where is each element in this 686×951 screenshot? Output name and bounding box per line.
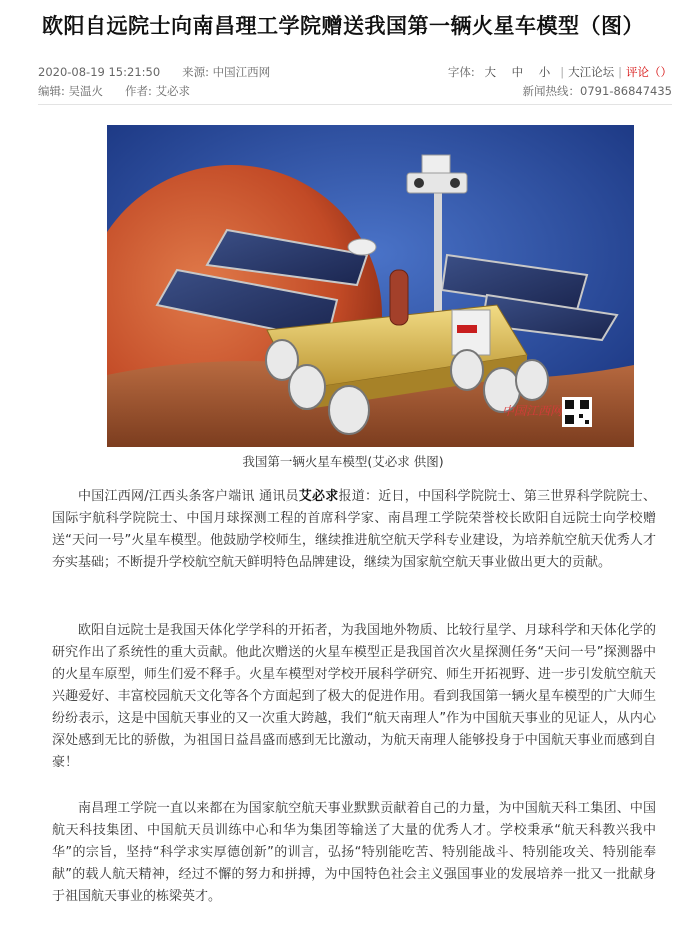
figure-caption: 我国第一辆火星车模型(艾必求 供图) xyxy=(242,454,444,469)
font-size-label: 字体: xyxy=(447,65,475,79)
news-hotline: 新闻热线：0791-86847435 xyxy=(522,84,672,98)
font-large-button[interactable]: 大 xyxy=(484,65,496,79)
paragraph-1 xyxy=(52,486,656,574)
separator: | xyxy=(618,65,622,79)
mars-rover-photo xyxy=(107,125,634,447)
rover-illustration xyxy=(107,125,634,447)
separator: | xyxy=(560,65,565,79)
paragraph-2: 欧阳自远院士是我国天体化学学科的开拓者，为我国地外物质、比较行星学、月球科学和天体化学的研究作出了系统性的重大贡献。他此次赠送的火星车模型正是我国首次火星探测任务“天问一号”探测器中的火星车原型，师生们爱不释手。火星车模型对学校开展科学研究、师生开拓视野、进一步引发航空航天兴趣爱好、丰富校园航天文化等各个方面起到了极大的促进作用。看到我国第一辆火星车模型的广大师生纷纷表示，这是中国航天事业的又一次重大跨越，我们“航天南理人”作为中国航天事业的见证人，从内心深处感到无比的骄傲，为祖国日益昌盛而感到无比激动，为航天南理人能够投身于中国航天事业而感到自豪！ xyxy=(52,623,656,770)
source-label: 来源: xyxy=(182,65,210,79)
publish-datetime: 2020-08-19 15:21:50 xyxy=(38,65,161,79)
font-small-button[interactable]: 小 xyxy=(538,65,551,79)
header-divider xyxy=(38,104,672,105)
editor-name: 吴温火 xyxy=(68,84,104,98)
forum-link[interactable]: 大江论坛 xyxy=(568,65,615,79)
comment-link[interactable]: 评论（） xyxy=(626,65,672,79)
reporter-name: 艾必求 xyxy=(298,489,339,504)
watermark-text: 中国江西网 xyxy=(502,404,563,418)
article-title: 欧阳自远院士向南昌理工学院赠送我国第一辆火星车模型（图） xyxy=(42,13,644,38)
paragraph-1-prefix: 中国江西网/江西头条客户端讯 通讯员 xyxy=(78,489,299,504)
author-name: 艾必求 xyxy=(155,84,191,98)
paragraph-1-text: 报道：近日，中国科学院院士、第三世界科学院院士、国际宇航科学院院士、中国月球探测工程的首席科学家、南昌理工学院荣誉校长欧阳自远院士向学校赠送“天问一号”火星车模型。他鼓励学校师生，继续推进航空航天学科专业建设，为培养航空航天优秀人才夯实基础；不断提升学校航空航天鲜明特色品牌建设，继续为国家航空航天事业做出更大的贡献。 xyxy=(52,489,656,570)
source-name: 中国江西网 xyxy=(212,65,271,79)
paragraph-3: 南昌理工学院一直以来都在为国家航空航天事业默默贡献着自己的力量，为中国航天科工集团、中国航天科技集团、中国航天员训练中心和华为集团等输送了大量的优秀人才。学校秉承“航天科教兴我中华”的宗旨，坚持“科学求实厚德创新”的训言，弘扬“特别能吃苦、特别能战斗、特别能攻关、特别能奉献”的载人航天精神，经过不懈的努力和拼搏，为中国特色社会主义强国事业的发展培养一批又一批献身于祖国航天事业的栋梁英才。 xyxy=(52,801,656,904)
author-label: 作者: xyxy=(125,84,152,98)
font-medium-button[interactable]: 中 xyxy=(511,65,524,79)
editor-label: 编辑: xyxy=(38,84,65,98)
